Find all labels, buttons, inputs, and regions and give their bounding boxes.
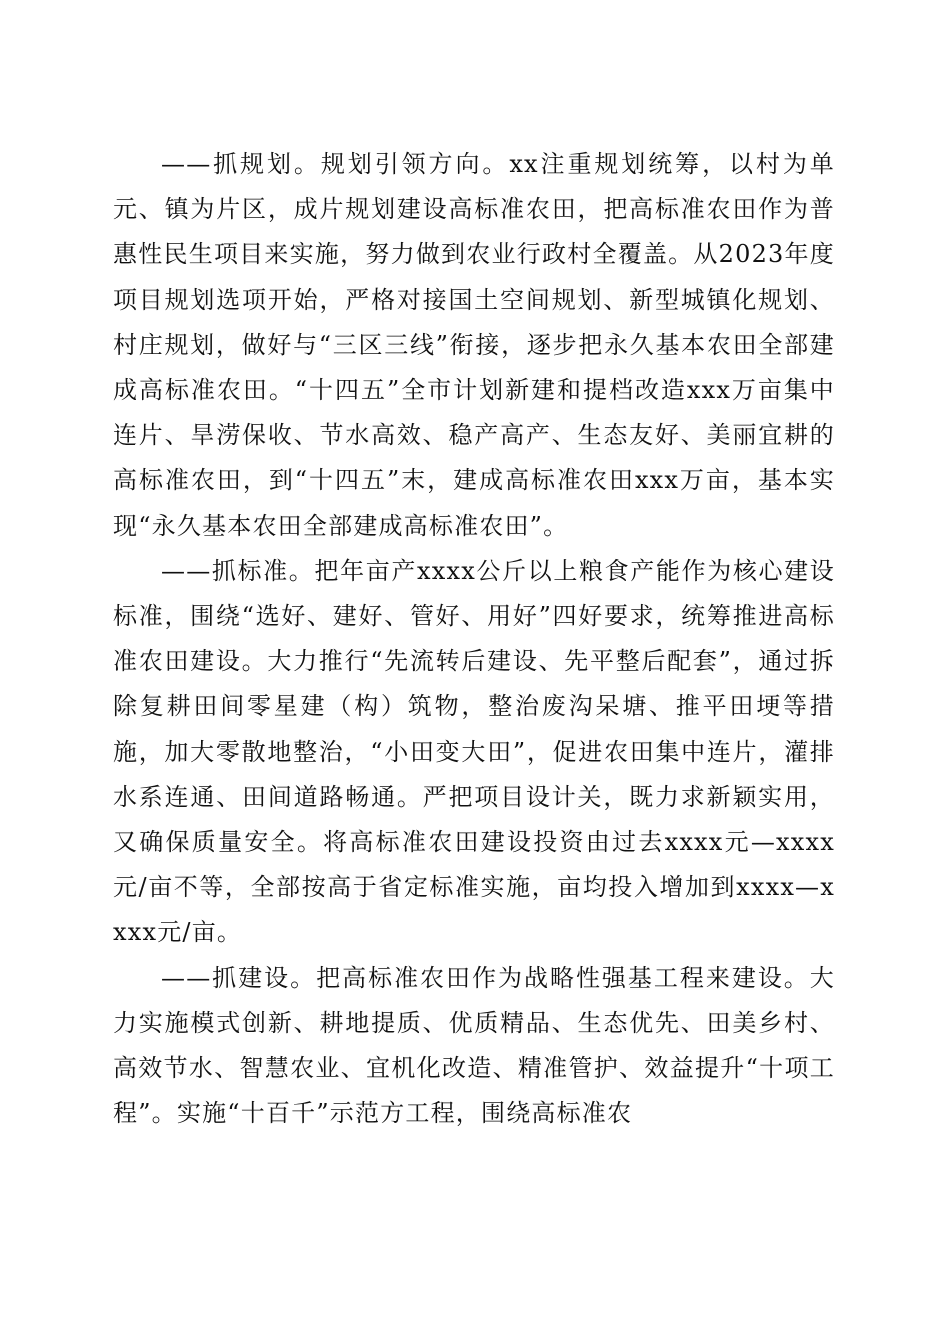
- paragraph-standards: ——抓标准。把年亩产xxxx公斤以上粮食产能作为核心建设标准，围绕“选好、建好、管好、用好”四好要求，统筹推进高标准农田建设。大力推行“先流转后建设、先平整后配套”，通过拆除复耕田间零星建（构）筑物，整治废沟呆塘、推平田埂等措施，加大零散地整治，“小田变大田”，促进农田集中连片，灌排水系连通、田间道路畅通。严把项目设计关，既力求新颖实用，又确保质量安全。将高标准农田建设投资由过去xxxx元—xxxx元/亩不等，全部按高于省定标准实施，亩均投入增加到xxxx—xxxx元/亩。: [113, 556, 835, 947]
- paragraph-planning: ——抓规划。规划引领方向。xx注重规划统筹，以村为单元、镇为片区，成片规划建设高标准农田，把高标准农田作为普惠性民生项目来实施，努力做到农业行政村全覆盖。从2023年度项目规划选项开始，严格对接国土空间规划、新型城镇化规划、村庄规划，做好与“三区三线”衔接，逐步把永久基本农田全部建成高标准农田。“十四五”全市计划新建和提档改造xxx万亩集中连片、旱涝保收、节水高效、稳产高产、生态友好、美丽宜耕的高标准农田，到“十四五”末，建成高标准农田xxx万亩，基本实现“永久基本农田全部建成高标准农田”。: [113, 150, 835, 540]
- document-body: [113, 142, 835, 1136]
- paragraph-construction: ——抓建设。把高标准农田作为战略性强基工程来建设。大力实施模式创新、耕地提质、优质精品、生态优先、田美乡村、高效节水、智慧农业、宜机化改造、精准管护、效益提升“十项工程”。实施“十百千”示范方工程，围绕高标准农: [113, 963, 835, 1128]
